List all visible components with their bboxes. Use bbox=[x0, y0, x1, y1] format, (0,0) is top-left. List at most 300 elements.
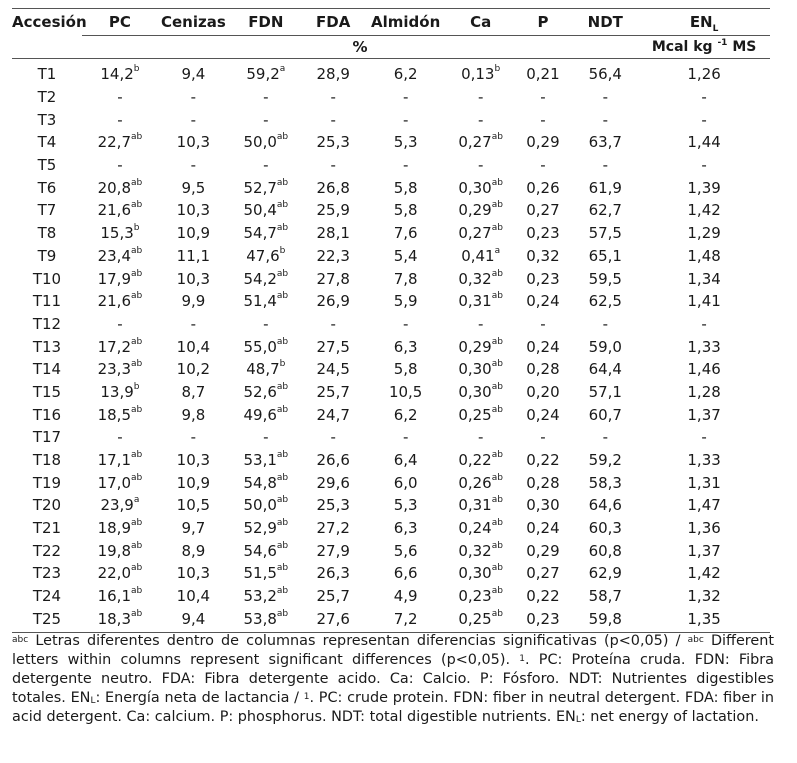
cell-acc: T11 bbox=[32, 292, 62, 311]
table-row bbox=[12, 290, 770, 313]
table-row bbox=[12, 426, 770, 449]
cell-p: 0,30 bbox=[526, 496, 560, 515]
cell-en: 1,37 bbox=[687, 541, 721, 560]
cell-acc: T20 bbox=[32, 496, 62, 515]
significance-letter: ab bbox=[131, 268, 143, 279]
header-ca: Ca bbox=[448, 9, 514, 36]
cell-ndt: 64,6 bbox=[588, 496, 622, 515]
cell-ndt: 57,5 bbox=[588, 224, 622, 243]
cell-fda: 25,9 bbox=[316, 201, 350, 220]
cell-fda: 26,9 bbox=[316, 292, 350, 311]
cell-p: - bbox=[540, 314, 546, 333]
cell-ndt: 57,1 bbox=[588, 382, 622, 401]
cell-ca: - bbox=[477, 428, 484, 447]
cell-fda: 25,7 bbox=[316, 587, 350, 606]
cell-p: 0,21 bbox=[526, 65, 560, 84]
cell-p: 0,24 bbox=[526, 405, 560, 424]
cell-almidon: 7,8 bbox=[393, 269, 418, 288]
cell-ndt: 60,8 bbox=[588, 541, 622, 560]
cell-fdn: 49,6$^{ab}$ bbox=[243, 404, 289, 424]
cell-acc: T17 bbox=[32, 428, 62, 447]
cell-ca: 0,41$^a$ bbox=[461, 245, 501, 265]
cell-p: 0,23 bbox=[514, 608, 573, 633]
cell-p: - bbox=[540, 110, 546, 129]
cell-ca: 0,27$^{ab}$ bbox=[458, 223, 503, 243]
significance-letter: ab bbox=[131, 132, 143, 143]
table-header bbox=[12, 9, 770, 59]
significance-letter: ab bbox=[276, 495, 289, 506]
cell-ca: 0,13$^b$ bbox=[461, 64, 501, 84]
cell-ndt: 60,3 bbox=[588, 519, 622, 538]
significance-letter: ab bbox=[491, 563, 503, 574]
table-row bbox=[12, 494, 770, 517]
significance-letter: ab bbox=[491, 518, 503, 529]
energy-unit: Mcal kg $^{-1}$ MS bbox=[638, 36, 770, 59]
cell-cenizas: - bbox=[190, 428, 197, 447]
cell-acc: T19 bbox=[32, 473, 62, 492]
cell-acc: T1 bbox=[37, 65, 57, 84]
cell-ca: 0,30$^{ab}$ bbox=[458, 359, 503, 379]
header-p: P bbox=[514, 9, 573, 36]
cell-en: 1,36 bbox=[687, 519, 721, 538]
cell-ca: 0,27$^{ab}$ bbox=[458, 132, 503, 152]
cell-cenizas: 9,7 bbox=[181, 519, 206, 538]
table-row bbox=[12, 86, 770, 109]
cell-cenizas: 9,9 bbox=[181, 292, 206, 311]
cell-almidon: 10,5 bbox=[388, 382, 423, 401]
cell-fda: 28,1 bbox=[316, 224, 350, 243]
cell-p: - bbox=[540, 428, 546, 447]
significance-letter: ab bbox=[276, 518, 289, 529]
cell-acc: T6 bbox=[37, 178, 57, 197]
cell-en: 1,28 bbox=[687, 382, 721, 401]
cell-en: - bbox=[701, 110, 707, 129]
cell-ca: 0,22$^{ab}$ bbox=[458, 450, 503, 470]
header-accession: Accesión bbox=[12, 9, 82, 36]
cell-ndt: 59,0 bbox=[588, 337, 622, 356]
cell-almidon: 6,2 bbox=[393, 405, 418, 424]
unit-row bbox=[12, 36, 770, 59]
cell-cenizas: 10,3 bbox=[176, 201, 211, 220]
cell-p: - bbox=[540, 156, 546, 175]
table-row bbox=[12, 403, 770, 426]
cell-fda: 27,8 bbox=[316, 269, 350, 288]
cell-fdn: 48,7$^b$ bbox=[246, 359, 286, 379]
cell-pc: 14,2$^b$ bbox=[100, 64, 140, 84]
cell-cenizas: - bbox=[190, 88, 197, 107]
cell-fda: 26,3 bbox=[316, 564, 350, 583]
cell-pc: - bbox=[117, 428, 123, 447]
cell-fdn: 52,7$^{ab}$ bbox=[243, 177, 289, 197]
cell-p: 0,23 bbox=[526, 269, 560, 288]
cell-cenizas: - bbox=[190, 110, 197, 129]
header-en: $EN_L$ bbox=[638, 9, 770, 36]
cell-en: 1,44 bbox=[687, 133, 721, 152]
significance-letter: ab bbox=[131, 586, 143, 597]
cell-almidon: 6,6 bbox=[393, 564, 418, 583]
significance-letter: ab bbox=[131, 359, 143, 370]
header-cenizas: Cenizas bbox=[158, 9, 229, 36]
cell-fdn: 53,8$^{ab}$ bbox=[229, 608, 303, 633]
cell-ca: 0,31$^{ab}$ bbox=[458, 291, 503, 311]
significance-letter: ab bbox=[276, 200, 289, 211]
cell-pc: 21,6$^{ab}$ bbox=[97, 200, 143, 220]
cell-almidon: 5,6 bbox=[393, 541, 418, 560]
cell-ndt: 59,5 bbox=[588, 269, 622, 288]
cell-ca: 0,29$^{ab}$ bbox=[458, 336, 503, 356]
cell-fdn: - bbox=[263, 156, 269, 175]
significance-letter: ab bbox=[276, 472, 289, 483]
significance-letter: b bbox=[279, 245, 286, 256]
cell-fda: 27,9 bbox=[316, 541, 350, 560]
cell-en: 1,31 bbox=[687, 473, 721, 492]
cell-ca: 0,30$^{ab}$ bbox=[458, 381, 503, 401]
table-row bbox=[12, 245, 770, 268]
significance-letter: b bbox=[133, 64, 140, 75]
cell-almidon: - bbox=[402, 428, 409, 447]
cell-fda: 27,6 bbox=[303, 608, 364, 633]
cell-ndt: 59,2 bbox=[588, 451, 622, 470]
cell-pc: 15,3$^b$ bbox=[100, 223, 140, 243]
significance-letter: ab bbox=[491, 336, 503, 347]
significance-letter: ab bbox=[491, 472, 503, 483]
cell-cenizas: 10,9 bbox=[176, 473, 211, 492]
significance-letter: ab bbox=[491, 223, 503, 234]
cell-p: 0,28 bbox=[526, 473, 560, 492]
significance-letter: ab bbox=[131, 450, 143, 461]
cell-acc: T3 bbox=[37, 110, 57, 129]
cell-cenizas: 9,5 bbox=[181, 178, 206, 197]
cell-acc: T4 bbox=[37, 133, 57, 152]
cell-almidon: 6,0 bbox=[393, 473, 418, 492]
cell-fda: 24,5 bbox=[316, 360, 350, 379]
cell-pc: 18,9$^{ab}$ bbox=[97, 518, 143, 538]
cell-fdn: 54,7$^{ab}$ bbox=[243, 223, 289, 243]
significance-letter: ab bbox=[276, 608, 289, 619]
cell-acc: T13 bbox=[32, 337, 62, 356]
cell-acc: T2 bbox=[37, 88, 57, 107]
cell-ca: 0,29$^{ab}$ bbox=[458, 200, 503, 220]
cell-cenizas: 10,4 bbox=[176, 587, 211, 606]
cell-fdn: 50,0$^{ab}$ bbox=[243, 495, 289, 515]
significance-letter: ab bbox=[491, 586, 503, 597]
cell-ca: 0,24$^{ab}$ bbox=[458, 518, 503, 538]
cell-acc: T10 bbox=[32, 269, 62, 288]
cell-en: 1,42 bbox=[687, 564, 721, 583]
cell-cenizas: 10,3 bbox=[176, 564, 211, 583]
cell-pc: 19,8$^{ab}$ bbox=[97, 540, 143, 560]
cell-en: - bbox=[701, 428, 707, 447]
cell-pc: 18,3$^{ab}$ bbox=[82, 608, 158, 633]
significance-letter: ab bbox=[276, 223, 289, 234]
cell-fdn: - bbox=[263, 428, 269, 447]
cell-fda: 26,8 bbox=[316, 178, 350, 197]
cell-p: 0,27 bbox=[526, 201, 560, 220]
cell-en: 1,35 bbox=[638, 608, 770, 633]
cell-almidon: - bbox=[402, 156, 409, 175]
header-ndt: NDT bbox=[572, 9, 638, 36]
cell-p: 0,32 bbox=[526, 246, 560, 265]
cell-p: 0,22 bbox=[526, 587, 560, 606]
cell-p: 0,27 bbox=[526, 564, 560, 583]
composition-table bbox=[12, 8, 770, 633]
cell-ndt: - bbox=[602, 314, 608, 333]
cell-acc: T14 bbox=[32, 360, 62, 379]
significance-letter: ab bbox=[491, 450, 503, 461]
cell-almidon: - bbox=[402, 314, 409, 333]
cell-cenizas: 9,4 bbox=[158, 608, 229, 633]
significance-letter: ab bbox=[276, 450, 289, 461]
cell-pc: 17,9$^{ab}$ bbox=[97, 268, 143, 288]
cell-en: 1,29 bbox=[687, 224, 721, 243]
cell-ca: 0,32$^{ab}$ bbox=[458, 268, 503, 288]
cell-ca: 0,32$^{ab}$ bbox=[458, 540, 503, 560]
cell-cenizas: 8,9 bbox=[181, 541, 206, 560]
significance-letter: ab bbox=[491, 540, 503, 551]
cell-ndt: 62,5 bbox=[588, 292, 622, 311]
significance-letter: ab bbox=[276, 291, 289, 302]
cell-p: 0,29 bbox=[526, 541, 560, 560]
cell-fdn: 59,2$^a$ bbox=[246, 64, 286, 84]
table-row bbox=[12, 517, 770, 540]
cell-ca: - bbox=[477, 156, 484, 175]
cell-ndt: 61,9 bbox=[588, 178, 622, 197]
cell-almidon: 5,8 bbox=[393, 360, 418, 379]
cell-ca: 0,23$^{ab}$ bbox=[458, 586, 503, 606]
cell-fda: 25,3 bbox=[316, 133, 350, 152]
percent-unit: % bbox=[82, 36, 638, 59]
cell-en: 1,42 bbox=[687, 201, 721, 220]
cell-almidon: 7,2 bbox=[364, 608, 448, 633]
cell-ndt: 59,8 bbox=[572, 608, 638, 633]
cell-fda: 25,7 bbox=[316, 382, 350, 401]
significance-letter: ab bbox=[131, 518, 143, 529]
significance-letter: b bbox=[133, 223, 140, 234]
cell-fda: 25,3 bbox=[316, 496, 350, 515]
cell-almidon: 5,3 bbox=[393, 496, 418, 515]
cell-fdn: 52,6$^{ab}$ bbox=[243, 381, 289, 401]
cell-p: 0,29 bbox=[526, 133, 560, 152]
cell-cenizas: 9,4 bbox=[181, 65, 206, 84]
cell-en: - bbox=[701, 156, 707, 175]
table-body bbox=[12, 59, 770, 633]
cell-fdn: - bbox=[263, 110, 269, 129]
cell-cenizas: - bbox=[190, 314, 197, 333]
cell-almidon: 5,8 bbox=[393, 178, 418, 197]
cell-fda: - bbox=[330, 428, 336, 447]
cell-cenizas: 10,5 bbox=[176, 496, 211, 515]
cell-fdn: 53,1$^{ab}$ bbox=[243, 450, 289, 470]
significance-letter: ab bbox=[276, 381, 289, 392]
cell-ca: - bbox=[477, 314, 484, 333]
significance-letter: ab bbox=[491, 200, 503, 211]
significance-letter: b bbox=[494, 64, 501, 75]
cell-en: - bbox=[701, 314, 707, 333]
significance-letter: ab bbox=[131, 608, 143, 619]
significance-letter: ab bbox=[131, 563, 143, 574]
cell-p: - bbox=[540, 88, 546, 107]
cell-en: 1,48 bbox=[687, 246, 721, 265]
table-row bbox=[12, 154, 770, 177]
cell-ndt: - bbox=[602, 156, 608, 175]
cell-ndt: 56,4 bbox=[588, 65, 622, 84]
cell-fdn: - bbox=[263, 314, 269, 333]
significance-letter: ab bbox=[491, 268, 503, 279]
cell-acc: T15 bbox=[32, 382, 62, 401]
significance-letter: ab bbox=[131, 540, 143, 551]
significance-letter: a bbox=[279, 64, 286, 75]
significance-letter: a bbox=[133, 495, 140, 506]
significance-letter: ab bbox=[491, 381, 503, 392]
cell-almidon: 4,9 bbox=[393, 587, 418, 606]
cell-cenizas: 10,9 bbox=[176, 224, 211, 243]
cell-en: - bbox=[701, 88, 707, 107]
header-fda: FDA bbox=[303, 9, 364, 36]
table-row bbox=[12, 131, 770, 154]
table-row bbox=[12, 471, 770, 494]
significance-letter: ab bbox=[491, 608, 503, 619]
table-row bbox=[12, 358, 770, 381]
cell-acc: T25 bbox=[12, 608, 82, 633]
cell-acc: T24 bbox=[32, 587, 62, 606]
significance-letter: ab bbox=[491, 132, 503, 143]
cell-acc: T23 bbox=[32, 564, 62, 583]
cell-en: 1,26 bbox=[687, 65, 721, 84]
significance-letter: a bbox=[494, 245, 501, 256]
cell-acc: T18 bbox=[32, 451, 62, 470]
cell-en: 1,39 bbox=[687, 178, 721, 197]
cell-p: 0,24 bbox=[526, 292, 560, 311]
table-row bbox=[12, 267, 770, 290]
table-row bbox=[12, 335, 770, 358]
cell-ndt: 62,7 bbox=[588, 201, 622, 220]
significance-letter: ab bbox=[276, 563, 289, 574]
significance-letter: ab bbox=[131, 177, 143, 188]
table-row bbox=[12, 199, 770, 222]
cell-almidon: 5,8 bbox=[393, 201, 418, 220]
cell-p: 0,24 bbox=[526, 519, 560, 538]
cell-pc: 17,2$^{ab}$ bbox=[97, 336, 143, 356]
cell-ca: 0,30$^{ab}$ bbox=[458, 177, 503, 197]
table-row bbox=[12, 59, 770, 86]
cell-cenizas: 10,3 bbox=[176, 269, 211, 288]
cell-ca: - bbox=[477, 88, 484, 107]
table-row bbox=[12, 108, 770, 131]
cell-fda: - bbox=[330, 314, 336, 333]
cell-p: 0,28 bbox=[526, 360, 560, 379]
cell-pc: 21,6$^{ab}$ bbox=[97, 291, 143, 311]
table-row bbox=[12, 381, 770, 404]
cell-almidon: - bbox=[402, 110, 409, 129]
cell-pc: 16,1$^{ab}$ bbox=[97, 586, 143, 606]
table-row bbox=[12, 608, 770, 633]
significance-letter: ab bbox=[131, 245, 143, 256]
cell-p: 0,26 bbox=[526, 178, 560, 197]
cell-cenizas: 11,1 bbox=[176, 246, 211, 265]
significance-letter: ab bbox=[131, 404, 143, 415]
cell-ndt: 58,3 bbox=[588, 473, 622, 492]
significance-letter: ab bbox=[131, 336, 143, 347]
cell-cenizas: 10,3 bbox=[176, 451, 211, 470]
cell-pc: 17,0$^{ab}$ bbox=[97, 472, 143, 492]
cell-pc: - bbox=[117, 156, 123, 175]
table-row bbox=[12, 562, 770, 585]
cell-almidon: 6,3 bbox=[393, 337, 418, 356]
cell-p: 0,20 bbox=[526, 382, 560, 401]
cell-almidon: - bbox=[402, 88, 409, 107]
cell-en: 1,46 bbox=[687, 360, 721, 379]
cell-cenizas: 10,4 bbox=[176, 337, 211, 356]
cell-acc: T12 bbox=[32, 314, 62, 333]
cell-almidon: 5,9 bbox=[393, 292, 418, 311]
cell-pc: 22,7$^{ab}$ bbox=[97, 132, 143, 152]
cell-cenizas: 10,2 bbox=[176, 360, 211, 379]
cell-almidon: 7,6 bbox=[393, 224, 418, 243]
cell-fda: - bbox=[330, 88, 336, 107]
cell-fda: 27,2 bbox=[316, 519, 350, 538]
cell-ca: 0,25$^{ab}$ bbox=[458, 404, 503, 424]
cell-fdn: 52,9$^{ab}$ bbox=[243, 518, 289, 538]
cell-fdn: 54,8$^{ab}$ bbox=[243, 472, 289, 492]
cell-pc: 22,0$^{ab}$ bbox=[97, 563, 143, 583]
table-row bbox=[12, 449, 770, 472]
cell-acc: T9 bbox=[37, 246, 57, 265]
cell-en: 1,47 bbox=[687, 496, 721, 515]
cell-pc: - bbox=[117, 110, 123, 129]
cell-fda: 28,9 bbox=[316, 65, 350, 84]
header-pc: PC bbox=[82, 9, 158, 36]
table-row bbox=[12, 176, 770, 199]
cell-pc: 23,3$^{ab}$ bbox=[97, 359, 143, 379]
cell-ca: - bbox=[477, 110, 484, 129]
cell-fda: 24,7 bbox=[316, 405, 350, 424]
significance-letter: ab bbox=[276, 132, 289, 143]
cell-acc: T22 bbox=[32, 541, 62, 560]
cell-fdn: 50,4$^{ab}$ bbox=[243, 200, 289, 220]
significance-letter: ab bbox=[276, 586, 289, 597]
cell-acc: T7 bbox=[37, 201, 57, 220]
cell-pc: 17,1$^{ab}$ bbox=[97, 450, 143, 470]
cell-ca: 0,26$^{ab}$ bbox=[458, 472, 503, 492]
cell-fdn: 50,0$^{ab}$ bbox=[243, 132, 289, 152]
cell-almidon: 5,4 bbox=[393, 246, 418, 265]
cell-fda: 26,6 bbox=[316, 451, 350, 470]
cell-ca: 0,31$^{ab}$ bbox=[458, 495, 503, 515]
significance-letter: b bbox=[279, 359, 286, 370]
cell-ndt: 60,7 bbox=[588, 405, 622, 424]
significance-letter: ab bbox=[491, 359, 503, 370]
significance-letter: ab bbox=[276, 268, 289, 279]
cell-fda: - bbox=[330, 156, 336, 175]
cell-fdn: 54,6$^{ab}$ bbox=[243, 540, 289, 560]
cell-ca: 0,30$^{ab}$ bbox=[458, 563, 503, 583]
significance-letter: b bbox=[133, 381, 140, 392]
cell-en: 1,32 bbox=[687, 587, 721, 606]
cell-acc: T8 bbox=[37, 224, 57, 243]
cell-p: 0,23 bbox=[526, 224, 560, 243]
significance-letter: ab bbox=[491, 404, 503, 415]
cell-en: 1,37 bbox=[687, 405, 721, 424]
cell-ndt: - bbox=[602, 88, 608, 107]
significance-letter: ab bbox=[131, 200, 143, 211]
cell-pc: 23,9$^a$ bbox=[100, 495, 140, 515]
cell-acc: T21 bbox=[32, 519, 62, 538]
cell-fdn: 51,5$^{ab}$ bbox=[243, 563, 289, 583]
cell-pc: - bbox=[117, 314, 123, 333]
cell-almidon: 6,3 bbox=[393, 519, 418, 538]
table-footnote: $^{abc}$ Letras diferentes dentro de columnas representan diferencias significativas (p<0,05) / $^{abc}$ Different letters within columns represent significant differences (p<0,05). $^1$. PC: Proteína cruda. FDN: Fibra detergente neutro. FDA: Fibra detergente acido. Ca: Calcio. P: Fósforo. NDT: Nutrientes digestibles totales. $EN_L$: Energía neta de lactancia / $^1$. PC: crude protein. FDN: fiber in neutral detergent. FDA: fiber in acid detergent. Ca: calcium. P: phosphorus. NDT: total digestible nutrients. $EN_L$: net energy of lactation. bbox=[12, 633, 775, 725]
cell-acc: T16 bbox=[32, 405, 62, 424]
